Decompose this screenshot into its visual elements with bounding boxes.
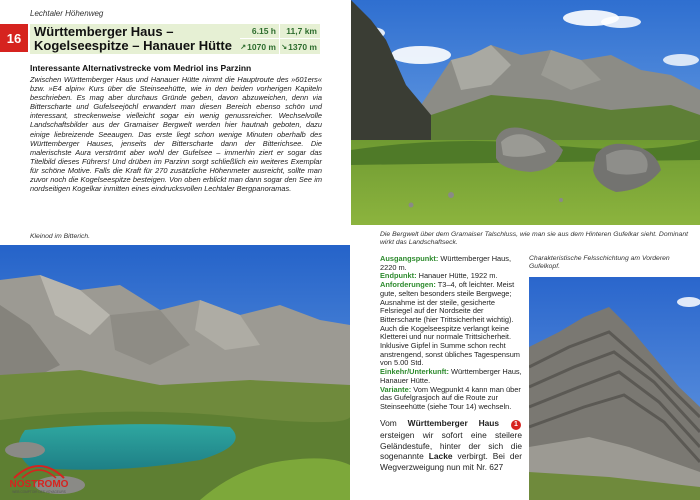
info-hut-label: Einkehr/Unterkunft:	[380, 367, 449, 377]
route-p1: Vom	[380, 418, 408, 428]
tour-stats	[240, 24, 320, 54]
stat-descent	[280, 39, 320, 54]
running-head: Lechtaler Höhenweg	[30, 9, 104, 18]
info-start-value: Württemberger Haus, 2220 m.	[380, 254, 512, 272]
info-end-value: Hanauer Hütte, 1922 m.	[416, 271, 498, 281]
caption-right-photo: Charakteristische Felsschichtung am Vorderen Gufelkopf.	[529, 255, 670, 271]
info-start	[380, 255, 522, 272]
logo-name: NOSTROMO	[9, 479, 69, 490]
info-req-label: Anforderungen:	[380, 280, 436, 290]
info-variant-label: Variante:	[380, 384, 412, 394]
title-band	[30, 24, 320, 54]
logo-tagline: WEB COMPTOIR DES VOYAGEURS	[12, 490, 66, 494]
route-lake: Lacke	[428, 451, 453, 462]
route-p3: verbirgt. Bei der Wegverzweigung nun mit Nr. 627	[380, 451, 522, 472]
caption-left-photo: Kleinod im Bitterich.	[30, 233, 91, 240]
ascent-arrow-icon: ↗	[240, 43, 247, 51]
info-box	[380, 255, 522, 412]
nostromo-logo	[4, 456, 74, 496]
info-variant	[380, 386, 522, 412]
route-hut: Württemberger Haus	[407, 418, 500, 428]
route-p2: ersteigen wir sofort eine steilere Geländestufe, hinter der sich die sogenannte	[380, 430, 522, 462]
info-hut-value: Württemberger Haus, Hanauer Hütte.	[380, 367, 522, 385]
stat-ascent-value: 1070 m	[247, 41, 276, 52]
waypoint-1-icon: 1	[511, 420, 521, 430]
route-description	[380, 418, 522, 472]
info-end-label: Endpunkt:	[380, 271, 417, 281]
tour-number-badge: 16	[0, 24, 28, 52]
photo-vorderer-gufelkopf	[529, 277, 700, 500]
stat-ascent	[240, 39, 280, 54]
photo-gramais-valley	[351, 0, 700, 225]
stat-descent-value: 1370 m	[288, 41, 317, 52]
info-variant-value: Vom Wegpunkt 4 kann man über das Gufelgrasjoch auf die Route zur Steinseehütte (siehe Tour 14) wechseln.	[380, 384, 521, 411]
intro-heading: Interessante Alternativstrecke vom Medriol ins Parzinn	[30, 63, 252, 73]
stat-distance: 11,7 km	[280, 24, 320, 39]
caption-top-photo: Die Bergwelt über dem Gramaiser Talschluss, wie man sie aus dem Hinteren Gufelkar sieht. Dominant wirkt das Landschaftseck.	[380, 231, 689, 247]
descent-arrow-icon: ↘	[281, 43, 288, 51]
tour-title: Württemberger Haus – Kogelseespitze – Hanauer Hütte	[34, 24, 232, 53]
info-hut	[380, 368, 522, 385]
info-req-value: T3–4, oft leichter. Meist gute, selten besonders steile Bergwege; Ausnahme ist der steile, gesicherte Felsriegel auf der Nordseite der Bitterscharte (hier Trittsicherheit wichtig). Auch die Kogelseespitze verlangt keine Kletterei und nur normale Trittsicherheit. Inklusive Gipfel in Summe schon recht anstrengend, sonst übliches Tagespensum von 5.00 Std.	[380, 280, 520, 368]
info-requirements	[380, 281, 522, 368]
info-start-label: Ausgangspunkt:	[380, 254, 439, 263]
intro-text: Zwischen Württemberger Haus und Hanauer Hütte nimmt die Hauptroute des »601ers« bzw. »E4 alpin« Kurs über die Steinseehütte, wie in den beiden vorherigen Kapiteln beschrieben. Es mag aber durchaus Gründe geben, davon abzuweichen, denn via Bitterscharte und Gufelseejöchl erwandert man diesen Bereich ebenso schön und interessant, streckenweise vielleicht sogar ein wenig genussreicher. Wechselvolle Landschaftsbilder aus der Gramaiser Bergwelt werden hier hautnah geboten, dazu einige liebreizende Seeaugen. Das erste liegt schon wenige Minuten oberhalb des Württemberger Hauses, jenseits der Bitterscharte dann der Bitterichsee. Die malerischste Aura verströmt aber wohl der Gufelsee – immerhin ziert er sogar das Titelbild dieses Führers! Und drüben im Parzinn sorgt schließlich ein weiteres Exemplar für schöne Motive. Falls die Kraft für 270 zusätzliche Höhenmeter ausreicht, sollte man zuvor noch die Kogelseespitze besteigen. Von oben erblickt man dann sogar den See im nordseitigen Kogelkar inmitten eines eindrucksvollen Lechtaler Bergpanoramas.	[30, 75, 322, 194]
stat-time: 6.15 h	[240, 24, 280, 39]
